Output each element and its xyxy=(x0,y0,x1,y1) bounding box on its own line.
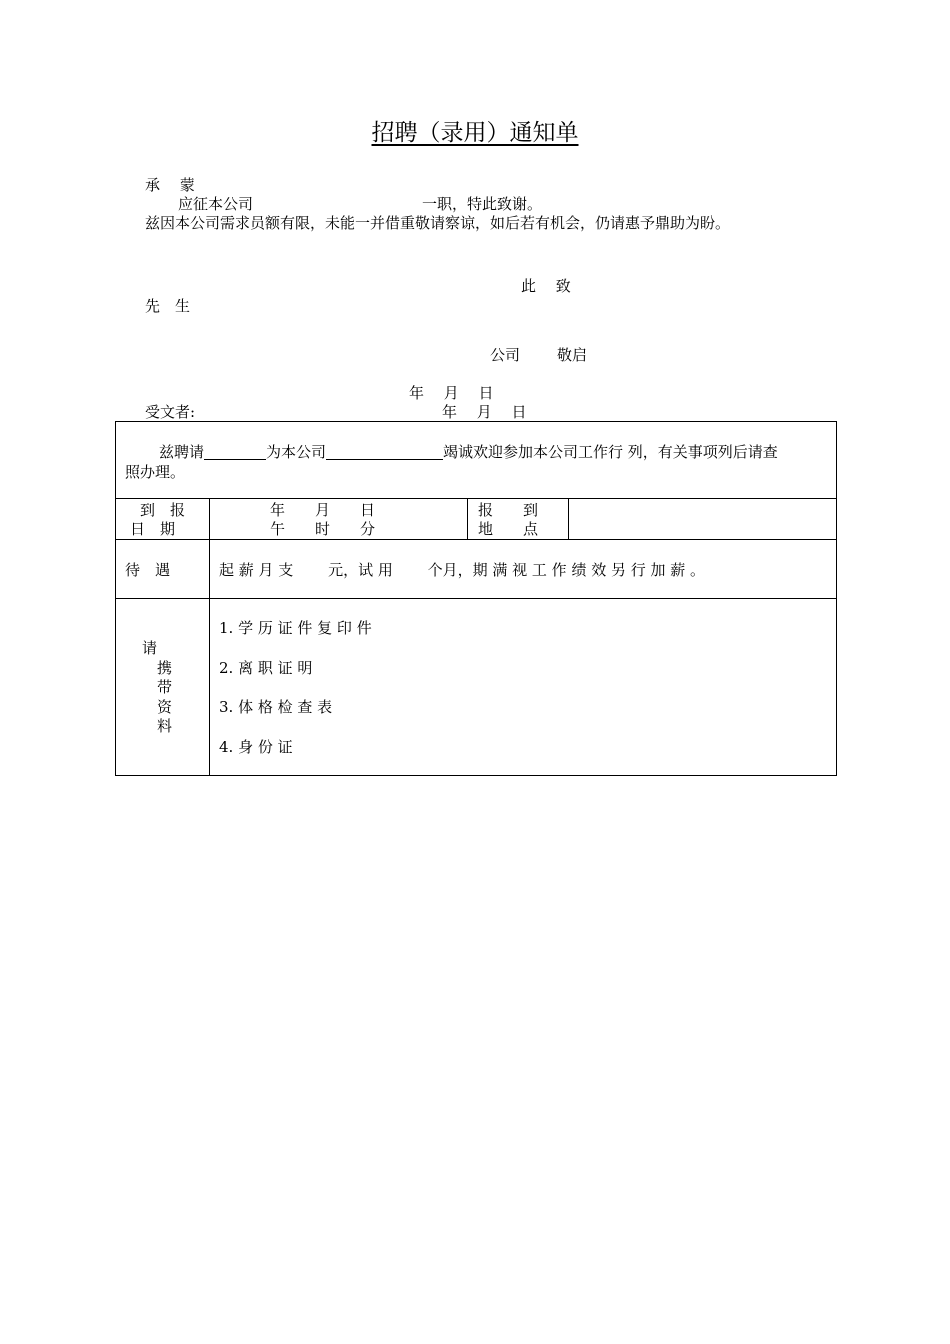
intro-text-a: 兹聘请 xyxy=(159,443,205,461)
addressee: 先 生 xyxy=(145,297,191,315)
report-time-value[interactable]: 午 时 分 xyxy=(270,520,376,538)
recipient-label: 受文者: xyxy=(145,403,196,421)
materials-label-char: 携 xyxy=(157,658,173,677)
intro-row xyxy=(116,422,837,499)
respect-label: 敬启 xyxy=(557,346,588,364)
recipient-date: 年 月 日 xyxy=(442,403,527,421)
intro-text-b: 为本公司 xyxy=(266,443,327,461)
materials-label-char: 带 xyxy=(157,678,173,696)
report-row xyxy=(116,499,837,540)
report-place-label-1: 报 到 xyxy=(478,501,539,519)
applied-suffix: 一职，特此致谢。 xyxy=(422,195,543,213)
report-date-value[interactable]: 年 月 日 xyxy=(270,501,376,519)
materials-label-char: 资 xyxy=(157,697,173,716)
treatment-label: 待 遇 xyxy=(125,560,171,579)
materials-label-char: 请 xyxy=(142,639,158,657)
report-place-label-2: 地 点 xyxy=(478,520,539,538)
report-date-label-1: 到 报 xyxy=(140,501,186,519)
applied-prefix: 应征本公司 xyxy=(178,195,254,213)
treatment-text: 起 薪 月 支 元，试 用 个月，期 满 视 工 作 绩 效 另 行 加 薪 。 xyxy=(219,560,706,579)
report-date-label-2: 日 期 xyxy=(130,520,176,538)
closing-text: 此 致 xyxy=(521,277,571,295)
greeting: 承 蒙 xyxy=(145,176,195,194)
intro-text-d: 照办理。 xyxy=(125,463,186,481)
materials-item: 3. 体 格 检 查 表 xyxy=(219,698,333,716)
document-title: 招聘（录用）通知单 xyxy=(371,120,579,146)
materials-row xyxy=(116,599,837,776)
treatment-row xyxy=(116,540,837,599)
offer-form-table xyxy=(115,421,837,776)
materials-label xyxy=(116,599,209,737)
report-place-value[interactable] xyxy=(569,499,836,519)
company-label: 公司 xyxy=(490,346,521,364)
regret-text: 兹因本公司需求员额有限，未能一并借重敬请察谅，如后若有机会，仍请惠予鼎助为盼。 xyxy=(145,214,731,232)
materials-item: 2. 离 职 证 明 xyxy=(219,658,313,677)
materials-label-char: 料 xyxy=(157,717,173,735)
name-blank[interactable] xyxy=(204,444,266,460)
materials-item: 4. 身 份 证 xyxy=(219,737,293,756)
position-blank[interactable] xyxy=(326,444,443,460)
materials-item: 1. 学 历 证 件 复 印 件 xyxy=(219,619,372,637)
letter-date: 年 月 日 xyxy=(409,384,494,402)
intro-text-c: 竭诚欢迎参加本公司工作行 列，有关事项列后请查 xyxy=(443,443,778,461)
